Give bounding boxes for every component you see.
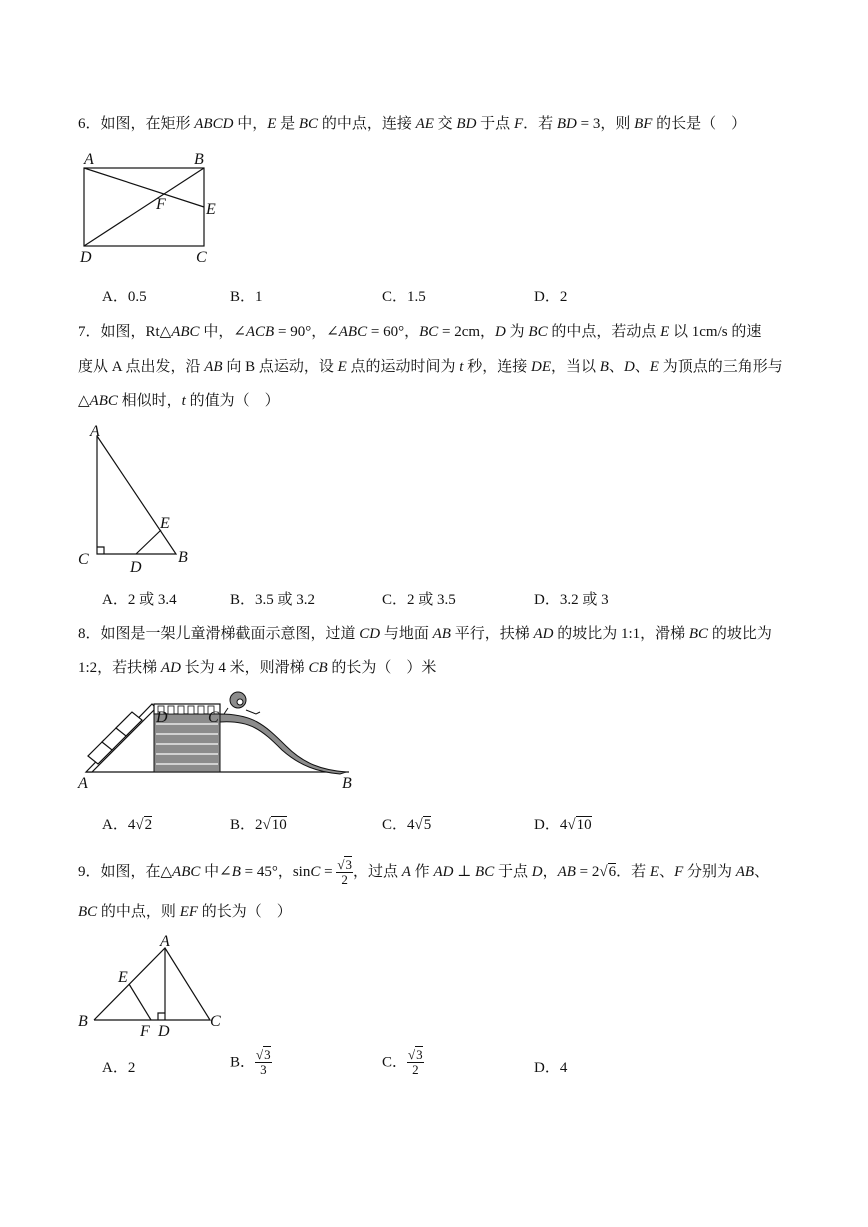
q6-label-e: E	[206, 201, 216, 218]
q6-option-c[interactable]: C．1.5	[382, 289, 426, 305]
q9-label-d: D	[158, 1023, 170, 1040]
q6-option-d[interactable]: D．2	[534, 289, 568, 305]
q7-triangle-figure	[74, 420, 204, 580]
q6-stem: 6．如图，在矩形 ABCD 中，E 是 BC 的中点，连接 AE 交 BD 于点 F．若 BD = 3，则 BF 的长是（ ）	[78, 116, 747, 132]
q9-option-b[interactable]: B． $\frac{√3}{3}$	[230, 1047, 271, 1077]
q6-option-b[interactable]: B．1	[230, 289, 263, 305]
q7-stem-line1: 7．如图，Rt△ABC 中，∠ACB = 90°，∠ABC = 60°，BC = 2cm，D 为 BC 的中点，若动点 E 以 1cm/s 的速	[78, 324, 762, 340]
q7-label-e: E	[160, 515, 170, 532]
q9-label-c: C	[210, 1013, 221, 1030]
q9-option-d[interactable]: D．4	[534, 1060, 568, 1076]
q9-option-c[interactable]: C． $\frac{√3}{2}$	[382, 1047, 423, 1077]
q7-label-d: D	[130, 559, 142, 576]
q9-sinc-fraction: $\frac{√3}{2}$	[337, 857, 352, 887]
q7-option-b[interactable]: B．3.5 或 3.2	[230, 592, 316, 608]
q6-rectangle-figure	[72, 148, 232, 268]
q6-label-d: D	[80, 249, 92, 266]
q9-label-b: B	[78, 1013, 88, 1030]
q6-option-a[interactable]: A．0.5	[102, 289, 147, 305]
q7-option-d[interactable]: D．3.2 或 3	[534, 592, 609, 608]
q7-option-c[interactable]: C．2 或 3.5	[382, 592, 456, 608]
q6-label-c: C	[196, 249, 207, 266]
q9-label-a: A	[160, 933, 170, 950]
q9-stem-line2: BC 的中点，则 EF 的长为（ ）	[78, 904, 292, 920]
q6-label-b: B	[194, 151, 204, 168]
q7-label-b: B	[178, 549, 188, 566]
q7-option-a[interactable]: A．2 或 3.4	[102, 592, 177, 608]
q9-label-e: E	[118, 969, 128, 986]
q8-stem-line2: 1:2，若扶梯 AD 长为 4 米，则滑梯 CB 的长为（ ）米	[78, 660, 437, 676]
q8-label-a: A	[78, 775, 88, 792]
q8-option-a[interactable]: A．4√2	[102, 817, 153, 833]
q7-stem-line3: △ABC 相似时，t 的值为（ ）	[78, 393, 280, 409]
q7-label-c: C	[78, 551, 89, 568]
q9-label-f: F	[140, 1023, 150, 1040]
q8-option-c[interactable]: C．4√5	[382, 817, 432, 833]
q9-option-a[interactable]: A．2	[102, 1060, 136, 1076]
q6-label-a: A	[84, 151, 94, 168]
q8-label-d: D	[156, 709, 168, 726]
q9-triangle-figure	[74, 928, 234, 1040]
q8-option-d[interactable]: D．4√10	[534, 817, 592, 833]
q8-slide-figure	[74, 684, 364, 794]
q7-stem-line2: 度从 A 点出发，沿 AB 向 B 点运动，设 E 点的运动时间为 t 秒，连接 DE，当以 B、D、E 为顶点的三角形与	[78, 359, 783, 375]
q8-label-b: B	[342, 775, 352, 792]
q6-label-f: F	[156, 196, 166, 213]
q8-label-c: C	[208, 709, 219, 726]
q8-option-b[interactable]: B．2√10	[230, 817, 287, 833]
q9-stem-line1: 9．如图，在△ABC 中∠B = 45°，sinC = $\frac{√3}{2}$ ，过点 A 作 AD ⊥ BC 于点 D，AB = 2√6．若 E、F 分别为 AB、	[78, 857, 770, 887]
q8-stem-line1: 8．如图是一架儿童滑梯截面示意图，过道 CD 与地面 AB 平行，扶梯 AD 的坡比为 1:1，滑梯 BC 的坡比为	[78, 626, 772, 642]
q7-label-a: A	[90, 423, 100, 440]
